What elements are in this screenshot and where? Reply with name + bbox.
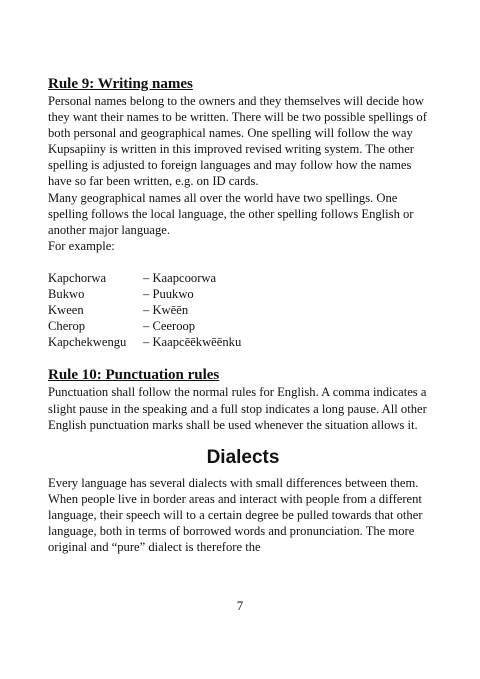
rule10-paragraph: Punctuation shall follow the normal rules for English. A comma indicates a slight pause in the speaking and a full stop indicates a long pause. All other English punctuation marks shall be used whenever the situation allows it. [48, 385, 427, 432]
example-row [48, 270, 241, 286]
example-english-name: Bukwo [48, 287, 85, 302]
example-local-name: – Kaapcēēkwēēnku [143, 335, 242, 350]
example-local-name: – Kwēēn [143, 303, 189, 318]
spacer [48, 350, 438, 366]
rule9-paragraph-2: Many geographical names all over the world have two spellings. One spelling follows the local language, the other spelling follows English or another major language. [48, 190, 414, 237]
example-row [48, 302, 241, 318]
example-english-name: Kapchorwa [48, 270, 107, 285]
name-examples-table [48, 270, 241, 350]
example-row [48, 318, 241, 334]
dialects-heading: Dialects [206, 446, 280, 468]
example-local-name: – Ceeroop [143, 319, 196, 334]
example-english-name: Cherop [48, 319, 86, 334]
rule9-paragraph-1: Personal names belong to the owners and they themselves will decide how they want their names to be written. There will be two possible spellings of both personal and geographical names. One spelling will follow the way Kupsapiiny is written in this improved revised writing system. The other spelling is adjusted to foreign languages and may follow how the names have so far been written, e.g. on ID cards. [48, 94, 427, 189]
example-english-name: Kween [48, 303, 84, 318]
page-number: 7 [236, 598, 244, 613]
dialects-paragraph: Every language has several dialects with small differences between them. When people live in border areas and interact with people from a different language, their speech will to a certain degree be pulled towards that other language, both in terms of borrowed words and pronunciation. The more original and “pure” dialect is therefore the [48, 475, 423, 555]
rule9-example-intro: For example: [48, 238, 115, 253]
rule9-heading: Rule 9: Writing names [48, 76, 193, 92]
page-content [48, 75, 438, 555]
example-row [48, 286, 241, 302]
rule10-heading: Rule 10: Punctuation rules [48, 367, 220, 384]
example-row [48, 334, 241, 350]
spacer [48, 254, 438, 270]
example-local-name: – Kaapcoorwa [143, 270, 217, 285]
example-english-name: Kapchekwengu [48, 335, 127, 350]
example-local-name: – Puukwo [143, 287, 194, 302]
